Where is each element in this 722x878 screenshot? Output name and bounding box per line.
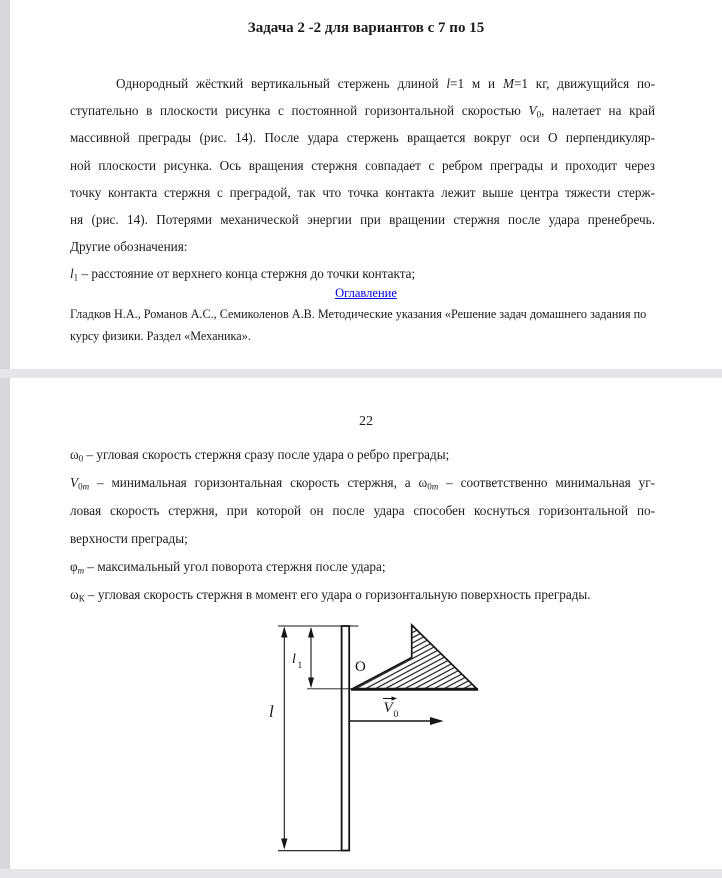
page-bottom-gap bbox=[0, 869, 722, 878]
label-velocity-V: V bbox=[383, 700, 393, 716]
table-of-contents-link[interactable]: Оглавление bbox=[335, 286, 397, 300]
dimension-l-arrow bbox=[281, 627, 287, 850]
label-axis-O: O bbox=[355, 659, 366, 675]
page-number: 22 bbox=[359, 414, 373, 429]
text-line: точку контакта стержня с преградой, так что точка контакта лежит выше центра тяжести стерж- bbox=[70, 184, 655, 200]
text-line: $V_0m$ – минимальная горизонтальная скорость стержня, а $\omega_0m$ – соответственно минимальная уг- bbox=[70, 475, 655, 492]
figure-rod-and-barrier-diagram bbox=[252, 610, 508, 862]
rod bbox=[342, 626, 350, 851]
text-line: ня (рис. 14). Потерями механической энергии при вращении стержня после удара пренебречь. bbox=[70, 211, 655, 227]
toc-link-wrapper bbox=[10, 286, 722, 301]
page2-body-text bbox=[70, 441, 655, 609]
text-line: массивной преграды (рис. 14). После удара стержень вращается вокруг оси О перпендикуляр- bbox=[70, 130, 655, 146]
text-line: ступательно в плоскости рисунка с постоянной горизонтальной скоростью $V_0$, налетает на край bbox=[70, 103, 655, 120]
text-line: курсу физики. Раздел «Механика». bbox=[70, 329, 251, 343]
label-velocity-subscript: 0 bbox=[393, 710, 399, 720]
text-line: Однородный жёсткий вертикальный стержень длиной l=1 м и M=1 кг, движущийся по- bbox=[116, 76, 655, 91]
label-l: l bbox=[269, 702, 274, 721]
figure-wrapper bbox=[252, 610, 508, 862]
page1-body-text bbox=[70, 70, 655, 288]
text-line: φm – максимальный угол поворота стержня после удара; bbox=[70, 559, 386, 576]
text-line: $\omega_К$ – угловая скорость стержня в момент его удара о горизонтальную поверхность преграды. bbox=[70, 587, 591, 604]
label-l1: l bbox=[292, 652, 296, 667]
text-line: верхности преграды; bbox=[70, 531, 188, 546]
citation-text bbox=[70, 303, 670, 347]
text-line: ной плоскости рисунка. Ось вращения стержня совпадает с ребром преграды и проходит через bbox=[70, 157, 655, 173]
text-line: Гладков Н.А., Романов А.С., Семиколенов А.В. Методические указания «Решение задач домашнего задания по bbox=[70, 307, 647, 321]
dimension-l1-arrow bbox=[308, 627, 314, 688]
label-l1-subscript: 1 bbox=[297, 661, 303, 671]
viewer-left-edge bbox=[0, 0, 10, 878]
document-page-2 bbox=[10, 378, 722, 869]
text-line: Другие обозначения: bbox=[70, 239, 188, 255]
text-line: $\omega_0$ – угловая скорость стержня сразу после удара о ребро преграды; bbox=[70, 447, 450, 464]
document-page-1 bbox=[10, 0, 722, 369]
page-gap bbox=[0, 369, 722, 378]
problem-title: Задача 2 -2 для вариантов с 7 по 15 bbox=[247, 20, 485, 36]
barrier-hatched-block bbox=[353, 625, 477, 689]
text-line: ловая скорость стержня, при которой он после удара способен коснуться горизонтальной по- bbox=[70, 503, 655, 518]
text-line: $l_1$ – расстояние от верхнего конца стержня до точки контакта; bbox=[70, 266, 416, 283]
